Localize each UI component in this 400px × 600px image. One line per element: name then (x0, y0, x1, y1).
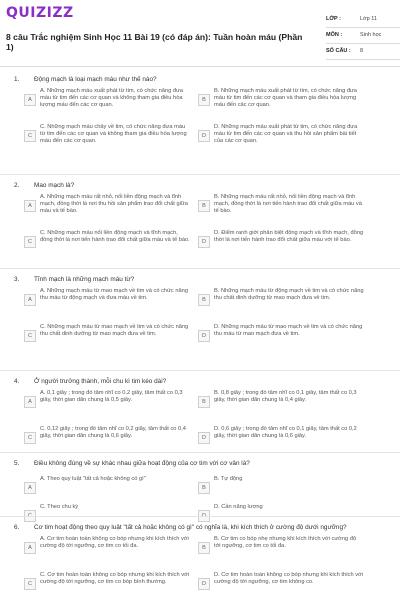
meta-row-count (326, 44, 400, 60)
question-divider (0, 268, 400, 269)
option-text: D. Những mạch máu từ mao mạch về tim và có chức năng thu máu từ mao mạch đưa về tim. (214, 324, 363, 338)
option-text: B. Cơ tim co bóp nhẹ nhưng khi kích thích với cường độ tới ngưỡng, cơ tim co tối đa. (214, 536, 357, 550)
question-number: 1. (14, 76, 20, 83)
option-text: A. 0,1 giây ; trong đó tâm nhĩ co 0,2 giây, tâm thất co 0,3 giây, thời gian dãn chung là 0,5 giây. (40, 390, 183, 404)
option-text: D. 0,6 giây ; trong đó tâm nhĩ co 0,1 giây, tâm thất co 0,2 giây, thời gian dãn chung là 0,6 giây. (214, 426, 357, 440)
meta-label: LỚP : (326, 16, 341, 22)
option-text: B. Tự động (214, 476, 243, 482)
option-letter-box: A (24, 294, 36, 306)
question-number: 3. (14, 276, 20, 283)
option-text: A. Những mạch máu từ mao mạch về tim và có chức năng thu máu từ động mạch và đưa máu về tim. (40, 288, 188, 302)
option-letter-box: D (198, 432, 210, 444)
option-text: C. 0,12 giây ; trong đó tâm nhĩ co 0,2 giây, tâm thất co 0,4 giây, thời gian dãn chung là 0,6 giây. (40, 426, 186, 440)
option-letter-box: C (24, 130, 36, 142)
option-letter-box: A (24, 396, 36, 408)
question-divider (0, 174, 400, 175)
option-text: D. Cần năng lượng (214, 504, 263, 510)
option-letter-box: D (198, 578, 210, 590)
meta-row-subject (326, 28, 400, 44)
option-text: D. Những mạch máu xuất phát từ tim, có chức năng đưa máu từ tim đến các cơ quan và thu hồi sản phẩm bài tiết của các cơ quan. (214, 124, 358, 145)
option-letter-box: B (198, 294, 210, 306)
meta-value: Sinh học (360, 32, 382, 38)
option-letter-box: A (24, 94, 36, 106)
question-divider (0, 370, 400, 371)
question-divider (0, 452, 400, 453)
option-letter-box: B (198, 94, 210, 106)
meta-row-class (326, 12, 400, 28)
option-letter-box: B (198, 482, 210, 494)
option-text: B. Những mạch máu rất nhỏ, nối liền động mạch và tĩnh mạch, đồng thời là nơi tiến hành trao đổi chất giữa máu và tế bào. (214, 194, 362, 215)
option-text: B. Những mạch máu từ động mạch về tim và có chức năng thu chất dinh dưỡng từ mao mạch đưa về tim. (214, 288, 364, 302)
question-divider (0, 516, 400, 517)
option-text: C. Theo chu kỳ (40, 504, 79, 510)
brand-logo[interactable]: QUIZIZZ (6, 5, 74, 21)
option-letter-box: C (24, 578, 36, 590)
question-number: 6. (14, 524, 20, 531)
question-number: 2. (14, 182, 20, 189)
option-text: B. Những mạch máu xuất phát từ tim, có chức năng đưa máu từ tim đến các cơ quan và tham gia điều hòa lượng máu đến các cơ quan. (214, 88, 357, 109)
meta-label: SỐ CÂU : (326, 48, 351, 54)
option-text: C. Cơ tim hoàn toàn không co bóp nhưng khi kích thích với cường độ tới ngưỡng, cơ tim co bóp bình thường. (40, 572, 190, 586)
option-text: A. Những mạch máu xuất phát từ tim, có chức năng đưa máu từ tim đến các cơ quan và không tham gia điều hòa lượng máu đến các cơ quan. (40, 88, 183, 109)
page-title: 8 câu Trắc nghiệm Sinh Học 11 Bài 19 (có đáp án): Tuần hoàn máu (Phần 1) (6, 32, 303, 52)
meta-value: 8 (360, 48, 364, 54)
option-letter-box: A (24, 200, 36, 212)
option-letter-box: B (198, 200, 210, 212)
option-letter-box: C (24, 330, 36, 342)
question-text: Điều không đúng về sự khác nhau giữa hoạt động của cơ tim với cơ vân là? (34, 460, 250, 467)
question-text: Động mạch là loại mạch máu như thế nào? (34, 76, 157, 83)
option-text: C. Những mạch máu chảy về tim, có chức năng đưa máu từ tim đến các cơ quan và không tham gia điều hòa lượng máu đến các cơ quan. (40, 124, 187, 145)
question-text: Cơ tim hoạt động theo quy luật "tất cả hoặc không có gì" có nghĩa là, khi kích thích ở cường độ dưới ngưỡng? (34, 524, 347, 531)
option-letter-box: D (198, 330, 210, 342)
option-text: D. Cơ tim hoàn toàn không co bóp nhưng khi kích thích với cường độ tới ngưỡng, cơ tim không co. (214, 572, 364, 586)
option-text: A. Những mạch máu rất nhỏ, nối liền động mạch và tĩnh mạch, đồng thời là nơi thu hồi sản phẩm trao đổi chất giữa máu và tế bào. (40, 194, 188, 215)
option-letter-box: A (24, 542, 36, 554)
option-letter-box: C (24, 236, 36, 248)
question-number: 4. (14, 378, 20, 385)
option-letter-box: D (198, 130, 210, 142)
question-text: Tĩnh mạch là những mạch máu từ? (34, 276, 135, 283)
option-letter-box: B (198, 396, 210, 408)
option-letter-box: B (198, 542, 210, 554)
option-letter-box: C (24, 432, 36, 444)
option-text: C. Những mạch máu từ mao mạch về tim và có chức năng thu chất dinh dưỡng từ mao mạch đưa về tim. (40, 324, 189, 338)
meta-label: MÔN : (326, 32, 343, 38)
meta-value: Lớp 11 (360, 16, 377, 22)
option-text: A. Theo quy luật "tất cả hoặc không có gì" (40, 476, 146, 482)
question-text: Ở người trưởng thành, mỗi chu kì tim kéo dài? (34, 378, 167, 385)
option-text: A. Cơ tim hoàn toàn không co bóp nhưng khi kích thích với cường độ tới ngưỡng, cơ tim co tối đa. (40, 536, 189, 550)
question-number: 5. (14, 460, 20, 467)
question-text: Mao mạch là? (34, 182, 75, 189)
option-text: C. Những mạch máu nối liền động mạch và tĩnh mạch, đồng thời là nơi tiến hành trao đổi chất giữa máu và tế bào. (40, 230, 190, 244)
option-text: B. 0,8 giây ; trong đó tâm nhĩ co 0,1 giây, tâm thất co 0,3 giây, thời gian dãn chung là 0,4 giây. (214, 390, 357, 404)
header (0, 0, 400, 67)
option-letter-box: A (24, 482, 36, 494)
meta-panel (326, 12, 400, 60)
option-letter-box: D (198, 236, 210, 248)
option-text: D. Điểm ranh giới phân biệt động mạch và tĩnh mạch, đồng thời là nơi tiến hành trao đổi chất giữa máu với tế bào. (214, 230, 364, 244)
